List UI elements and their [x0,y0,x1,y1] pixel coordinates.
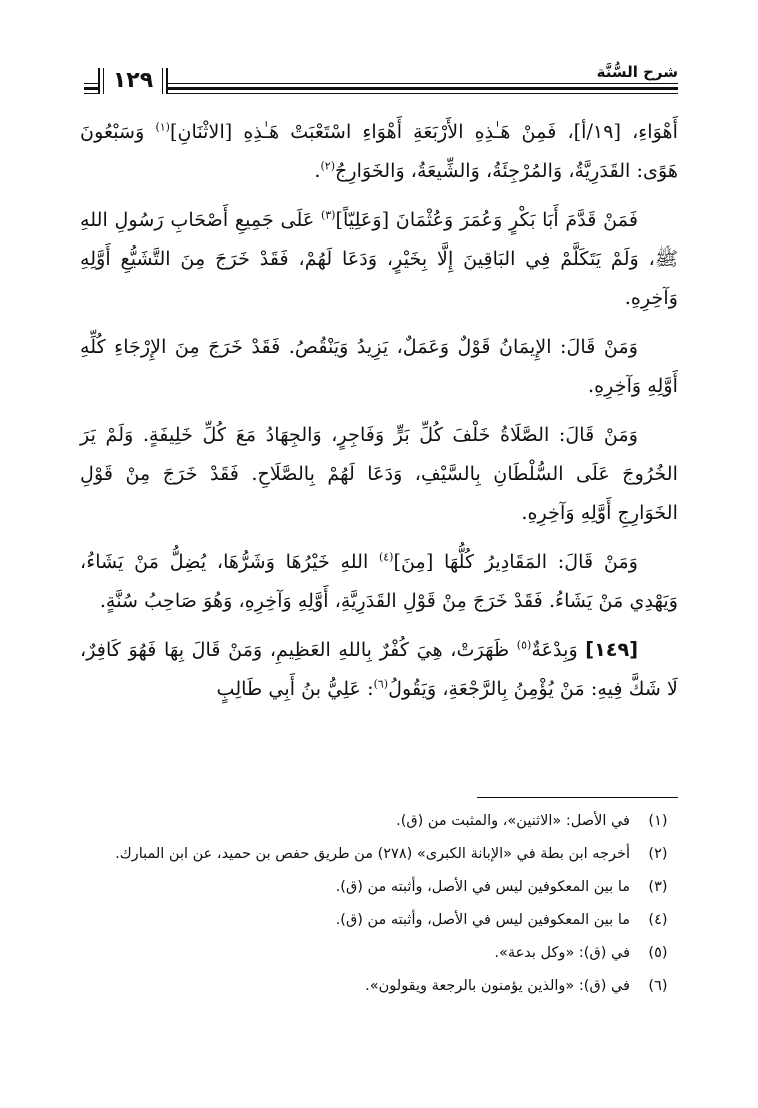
footnote-text: في (ق): «والذين يؤمنون بالرجعة ويقولون». [365,978,630,994]
footnote-text: في (ق): «وكل بدعة». [494,945,630,961]
text-run: : عَلِيُّ بنُ أَبِي طَالِبٍ [216,677,374,700]
text-run: . [314,159,321,182]
footnote [84,874,678,900]
footnote [84,973,678,999]
footnotes [84,808,678,1006]
text-run: ظَهَرَتْ، هِيَ كُفْرٌ بِاللهِ العَظِيمِ، وَمَنْ قَالَ بِهَا فَهُوَ كَافِرٌ، لَا شَكَّ فِيهِ: مَنْ يُؤْمِنُ بِالرَّجْعَةِ، وَيَقُولُ [80,638,678,700]
page-number: ١٢٩ [112,68,154,93]
text-run: وَمَنْ قَالَ: الإِيمَانُ قَوْلٌ وَعَمَلٌ، يَزِيدُ وَيَنْقُصُ. فَقَدْ خَرَجَ مِنَ الإِرْجَاءِ كُلِّهِ أَوَّلِهِ وَآخِرِهِ. [80,335,678,397]
paragraph [80,415,678,532]
page-number-box [98,68,168,94]
header-rule-thin-top [84,83,678,84]
paragraph [80,112,678,190]
footnote-number: (٥) [648,945,668,961]
text-run: عَلَى جَمِيعِ أَصْحَابِ رَسُولِ اللهِ ﷺ، وَلَمْ يَتَكَلَّمْ فِي البَاقِينَ إِلَّا بِخَيْرٍ، وَدَعَا لَهُمْ، فَقَدْ خَرَجَ مِنَ التَّشَيُّعِ أَوَّلِهِ وَآخِرِهِ. [80,208,678,309]
footnote-text: ما بين المعكوفين ليس في الأصل، وأثبته من (ق). [335,879,630,895]
paragraph [80,200,678,317]
footnote-text: أخرجه ابن بطة في «الإبانة الكبرى» (٢٧٨) من طريق حفص بن حميد، عن ابن المبارك. [115,846,630,862]
text-run: وَمَنْ قَالَ: المَقَادِيرُ كُلُّهَا [مِنَ] [393,550,638,573]
footnote-ref: (٢) [320,159,335,173]
footnote-number: (٢) [648,846,668,862]
footnote-number: (٦) [648,978,668,994]
footnote [84,907,678,933]
footnote-number: (١) [648,813,668,829]
text-run: وَسَبْعُونَ هَوًى: القَدَرِيَّةُ، وَالمُرْجِئَةُ، وَالشِّيعَةُ، وَالخَوَارِجُ [80,120,678,182]
footnote-ref: (٦) [373,677,389,691]
header-rule-thick [84,87,678,90]
footnote-ref: (٣) [320,208,336,222]
footnote-ref: (٤) [378,550,394,564]
text-run: وَمَنْ قَالَ: الصَّلَاةُ خَلْفَ كُلِّ بَرٍّ وَفَاجِرٍ، وَالجِهَادُ مَعَ كُلِّ خَلِيفَةٍ. وَلَمْ يَرَ الخُرُوجَ عَلَى السُّلْطَانِ بِالسَّيْفِ، وَدَعَا لَهُمْ بِالصَّلَاحِ. فَقَدْ خَرَجَ مِنْ قَوْلِ الخَوَارِجِ أَوَّلِهِ وَآخِرِهِ. [80,423,678,524]
header-rule-thin-bottom [84,93,678,94]
text-run: فَمَنْ قَدَّمَ أَبَا بَكْرٍ وَعُمَرَ وَعُثْمَانَ [وَعَلِيّاً] [335,208,638,231]
footnote-text: في الأصل: «الاثنين»، والمثبت من (ق). [396,813,630,829]
text-run: وَبِدْعَةٌ [531,638,586,661]
main-text [80,112,678,708]
text-run: اللهِ خَيْرُهَا وَشَرُّهَا، يُضِلُّ مَنْ يَشَاءُ، وَيَهْدِي مَنْ يَشَاءُ. فَقَدْ خَرَجَ مِنْ قَوْلِ القَدَرِيَّةِ، أَوَّلِهِ وَآخِرِهِ، وَهُوَ صَاحِبُ سُنَّةٍ. [80,550,678,612]
footnote-number: (٤) [648,912,668,928]
book-title: شرح السُّنَّة [589,62,678,82]
footnote-ref: (١) [155,120,170,134]
running-header [84,62,678,96]
footnote-number: (٣) [648,879,668,895]
paragraph [80,542,678,620]
footnote [84,808,678,834]
text-run: أَهْوَاءِ، [١٩/أ]، فَمِنْ هَـٰذِهِ الأَرْبَعَةِ أَهْوَاءِ اسْتَعْبَتْ هَـٰذِهِ [الاثْنَانِ] [169,120,678,143]
section-number: [١٤٩] [585,638,638,661]
paragraph [80,630,678,708]
footnote-separator [477,797,678,798]
footnote-ref: (٥) [516,638,532,652]
paragraph [80,327,678,405]
footnote [84,940,678,966]
footnote [84,841,678,867]
footnote-text: ما بين المعكوفين ليس في الأصل، وأثبته من (ق). [335,912,630,928]
